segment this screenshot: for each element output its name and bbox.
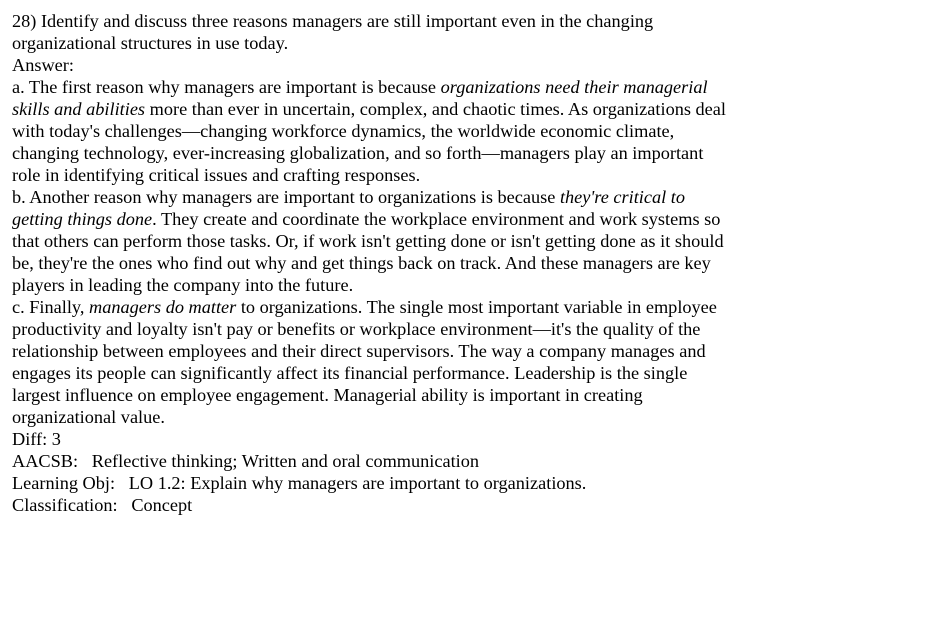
answer-line: relationship between employees and their direct supervisors. The way a company manages and bbox=[12, 341, 706, 361]
answer-line: players in leading the company into the future. bbox=[12, 275, 354, 295]
answer-part-c bbox=[12, 296, 945, 428]
answer-line: a. The first reason why managers are important is because organizations need their managerial bbox=[12, 77, 708, 97]
learning-objective: Learning Obj: LO 1.2: Explain why managers are important to organizations. bbox=[12, 473, 587, 493]
answer-part-a bbox=[12, 76, 945, 186]
difficulty: Diff: 3 bbox=[12, 429, 61, 449]
answer-line: skills and abilities more than ever in uncertain, complex, and chaotic times. As organizations deal bbox=[12, 99, 726, 119]
classification: Classification: Concept bbox=[12, 495, 193, 515]
answer-part-b bbox=[12, 186, 945, 296]
answer-line: b. Another reason why managers are important to organizations is because they're critical to bbox=[12, 187, 686, 207]
answer-line: organizational value. bbox=[12, 407, 165, 427]
answer-line: largest influence on employee engagement. Managerial ability is important in creating bbox=[12, 385, 643, 405]
answer-line: be, they're the ones who find out why and get things back on track. And these managers are key bbox=[12, 253, 711, 273]
question-line: organizational structures in use today. bbox=[12, 33, 289, 53]
answer-line: engages its people can significantly affect its financial performance. Leadership is the single bbox=[12, 363, 688, 383]
answer-line: getting things done. They create and coordinate the workplace environment and work systems so bbox=[12, 209, 721, 229]
answer-line: with today's challenges—changing workforce dynamics, the worldwide economic climate, bbox=[12, 121, 675, 141]
answer-label: Answer: bbox=[12, 55, 74, 75]
answer-line: that others can perform those tasks. Or, if work isn't getting done or isn't getting done as it should bbox=[12, 231, 724, 251]
answer-line: role in identifying critical issues and crafting responses. bbox=[12, 165, 421, 185]
answer-line: productivity and loyalty isn't pay or benefits or workplace environment—it's the quality of the bbox=[12, 319, 701, 339]
question-line: 28) Identify and discuss three reasons managers are still important even in the changing bbox=[12, 11, 654, 31]
question-document bbox=[12, 10, 945, 516]
aacsb-tag: AACSB: Reflective thinking; Written and oral communication bbox=[12, 451, 480, 471]
answer-line: c. Finally, managers do matter to organizations. The single most important variable in employee bbox=[12, 297, 717, 317]
answer-line: changing technology, ever-increasing globalization, and so forth—managers play an important bbox=[12, 143, 704, 163]
